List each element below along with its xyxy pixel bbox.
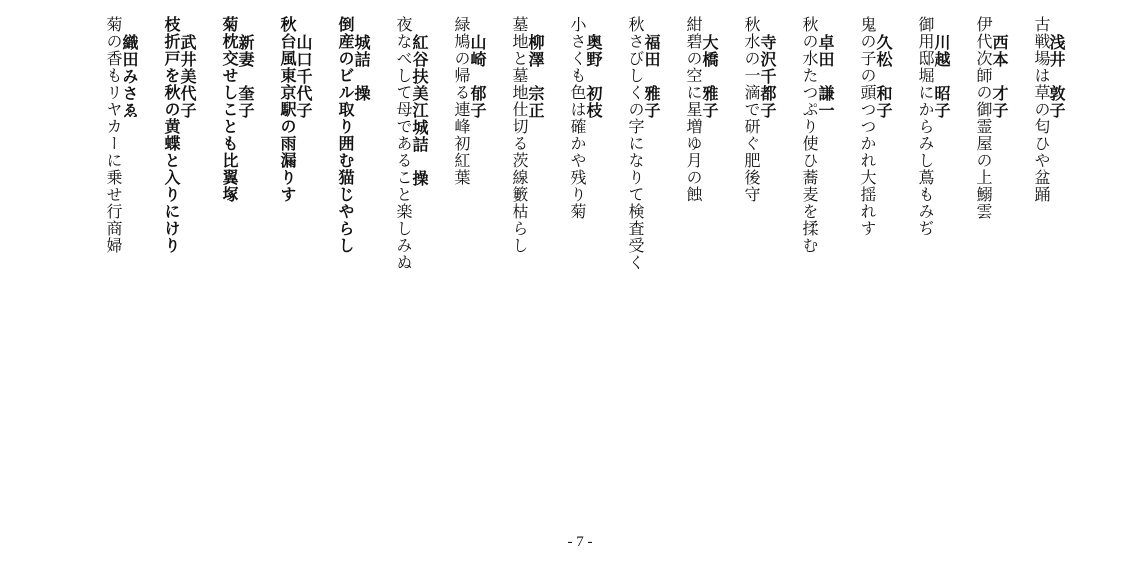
author-name: 福田 雅子 xyxy=(642,34,661,119)
haiku-verse: 秋水の一滴で研ぐ肥後守 xyxy=(742,16,761,203)
author-name: 城詰 操 xyxy=(352,34,371,102)
author-name: 西本 才子 xyxy=(990,34,1009,119)
author-name: 川越 昭子 xyxy=(932,34,951,119)
haiku-verse: 菊の香もリヤカーに乗せ行商婦 xyxy=(104,16,123,254)
author-name: 寺沢千都子 xyxy=(758,34,777,119)
haiku-verse: 伊代次師の御霊屋の上鰯雲 xyxy=(974,16,993,220)
author-name: 久松 和子 xyxy=(874,34,893,119)
author-name: 浅井 敦子 xyxy=(1047,34,1066,119)
haiku-verse: 墓地と墓地仕切る茨線籔枯らし xyxy=(510,16,529,254)
haiku-verse: 枝折戸を秋の黄蝶と入りにけり xyxy=(162,16,181,254)
haiku-verse: 秋台風東京駅の雨漏りす xyxy=(278,16,297,203)
author-name: 奥野 初枝 xyxy=(584,34,603,119)
author-name: 山崎 郁子 xyxy=(468,34,487,119)
author-name: 柳澤 宗正 xyxy=(526,34,545,119)
haiku-verse: 鬼の子の頭つつかれ大揺れす xyxy=(858,16,877,237)
haiku-verse: 秋さびしくの字になりて検査受く xyxy=(626,16,645,271)
haiku-verse: 緑鳩の帰る連峰初紅葉 xyxy=(452,16,471,186)
haiku-verse: 菊枕交せしことも比翼塚 xyxy=(220,16,239,203)
haiku-verse: 古戦場は草の匂ひや盆踊 xyxy=(1032,16,1051,203)
haiku-verse: 秋の水たつぷり使ひ蕎麦を揉む xyxy=(800,16,819,254)
haiku-verse: 御用邸堀にからみし蔦もみぢ xyxy=(916,16,935,237)
author-name: 大橋 雅子 xyxy=(700,34,719,119)
haiku-verse: 紺碧の空に星増ゆ月の蝕 xyxy=(684,16,703,203)
author-name: 山口千代子 xyxy=(294,34,313,119)
author-name: 武井美代子 xyxy=(178,34,197,119)
author-name: 新妻 奎子 xyxy=(236,34,255,119)
author-name: 紅谷扶美江城詰 操 xyxy=(410,34,429,187)
author-name: 織田みさゑ xyxy=(120,34,139,119)
author-name: 卓田 謙一 xyxy=(816,34,835,119)
page-number: - 7 - xyxy=(567,534,593,550)
haiku-verse: 小さくも色は確かや残り菊 xyxy=(568,16,587,220)
haiku-verse: 夜なべして母であること楽しみぬ xyxy=(394,16,413,271)
haiku-verse: 倒産のビル取り囲む猫じやらし xyxy=(336,16,355,254)
